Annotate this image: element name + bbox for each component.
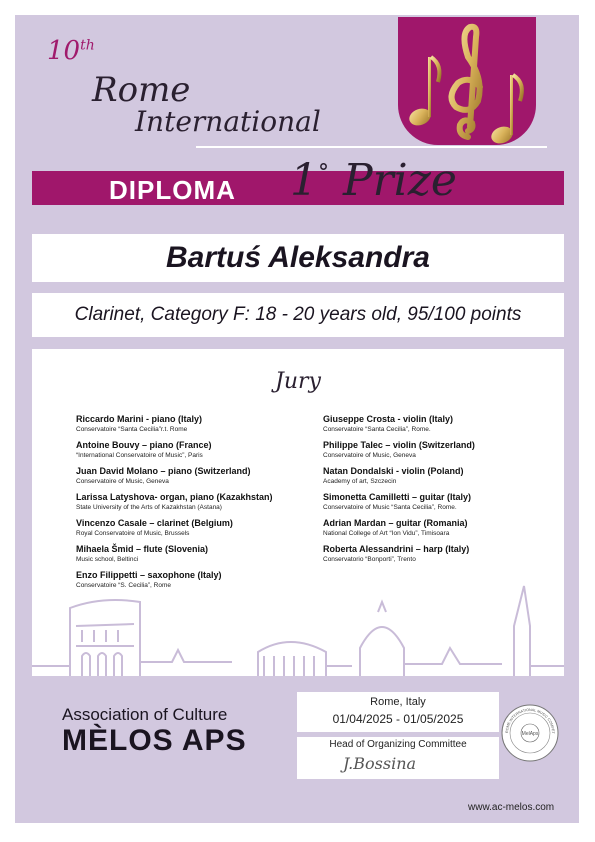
brand-line-rome: Rome: [92, 70, 191, 110]
event-info-box: [297, 692, 499, 732]
seal-center-text: MelAps: [521, 731, 539, 737]
jury-member-institution: “International Conservatoire of Music”, Paris: [76, 452, 203, 459]
jury-member-name: Mihaela Šmid – flute (Slovenia): [76, 544, 209, 554]
recipient-box: [32, 234, 564, 282]
event-place: Rome, Italy: [370, 696, 426, 708]
jury-panel: [32, 349, 564, 676]
edition-suffix: th: [80, 37, 95, 54]
prize-word: Prize: [343, 155, 457, 206]
website-link[interactable]: www.ac-melos.com: [468, 802, 555, 813]
jury-member: [76, 543, 273, 565]
organizer-name: MÈLOS APS: [62, 724, 247, 757]
diploma-label: DIPLOMA: [109, 175, 236, 205]
jury-member-name: Riccardo Marini - piano (Italy): [76, 414, 203, 424]
jury-member-name: Roberta Alessandrini – harp (Italy): [323, 544, 470, 554]
event-dates: 01/04/2025 - 01/05/2025: [332, 712, 464, 726]
jury-member-institution: National College of Art “Ion Vidu”, Timisoara: [323, 530, 450, 537]
jury-member: [323, 543, 475, 565]
jury-column-right: [323, 413, 475, 569]
jury-member-institution: Conservatoire of Music, Geneva: [76, 478, 169, 485]
category-box: [32, 293, 564, 337]
organizer-line1: Association of Culture: [62, 705, 228, 724]
jury-member-name: Giuseppe Crosta - violin (Italy): [323, 414, 454, 424]
jury-member-institution: Conservatorio “Bonporti”, Trento: [323, 556, 416, 563]
recipient-name: Bartuś Aleksandra: [166, 241, 430, 274]
recipient-category: Clarinet, Category F: 18 - 20 years old, 95/100 points: [74, 304, 522, 325]
jury-member: [76, 413, 273, 435]
jury-member-name: Simonetta Camilletti – guitar (Italy): [323, 492, 472, 502]
jury-member: [76, 517, 273, 539]
head-committee-title: Head of Organizing Committee: [329, 739, 467, 750]
rome-skyline-icon: [32, 566, 564, 676]
jury-member-name: Antoine Bouvy – piano (France): [76, 440, 212, 450]
seal-ring-path-text: ROME INTERNATIONAL MUSIC COMPET: [504, 707, 556, 734]
jury-member-name: Philippe Talec – violin (Switzerland): [323, 440, 475, 450]
jury-member-name: Natan Dondalski - violin (Poland): [323, 466, 464, 476]
edition-number-value: 10: [47, 36, 81, 66]
jury-member-name: Juan David Molano – piano (Switzerland): [76, 466, 251, 476]
jury-title: Jury: [275, 369, 321, 394]
jury-member: [323, 439, 475, 461]
prize-title: [290, 155, 457, 206]
header-divider: [196, 146, 547, 148]
jury-member: [76, 439, 273, 461]
jury-member: [323, 517, 475, 539]
music-notes-icon: [398, 17, 536, 145]
jury-member: [76, 465, 273, 487]
jury-member: [76, 491, 273, 513]
jury-member-institution: Conservatoire of Music, Geneva: [323, 452, 416, 459]
prize-degree: °: [318, 160, 329, 186]
jury-member-institution: State University of the Arts of Kazakhstan (Astana): [76, 504, 222, 511]
jury-member-institution: Conservatoire “Santa Cecilia”, Rome.: [323, 426, 431, 433]
jury-member: [323, 465, 475, 487]
jury-member-name: Adrian Mardan – guitar (Romania): [323, 518, 468, 528]
jury-member-institution: Music school, Beltinci: [76, 556, 139, 563]
brand-line-international: International: [135, 105, 321, 138]
jury-member-institution: Academy of art, Szczecin: [323, 478, 397, 485]
jury-member-institution: Royal Conservatoire of Music, Brussels: [76, 530, 190, 537]
jury-member: [323, 413, 475, 435]
music-emblem: [398, 17, 536, 145]
edition-number: [47, 36, 95, 66]
signature-box: [297, 737, 499, 779]
jury-member-name: Vincenzo Casale – clarinet (Belgium): [76, 518, 233, 528]
jury-member: [323, 491, 475, 513]
jury-member-name: Larissa Latyshova- organ, piano (Kazakhstan): [76, 492, 273, 502]
jury-member-institution: Conservatoire “S. Cecilia”, Rome: [76, 582, 172, 589]
jury-member-name: Enzo Filippetti – saxophone (Italy): [76, 570, 222, 580]
jury-member-institution: Conservatoire of Music “Santa Cecilia”, Rome.: [323, 504, 457, 511]
signature: J.Bossina: [343, 754, 417, 773]
jury-member-institution: Conservatoire “Santa Cecilia”r.t. Rome: [76, 426, 188, 433]
prize-number: 1: [290, 155, 318, 206]
competition-seal-icon: [500, 697, 560, 769]
